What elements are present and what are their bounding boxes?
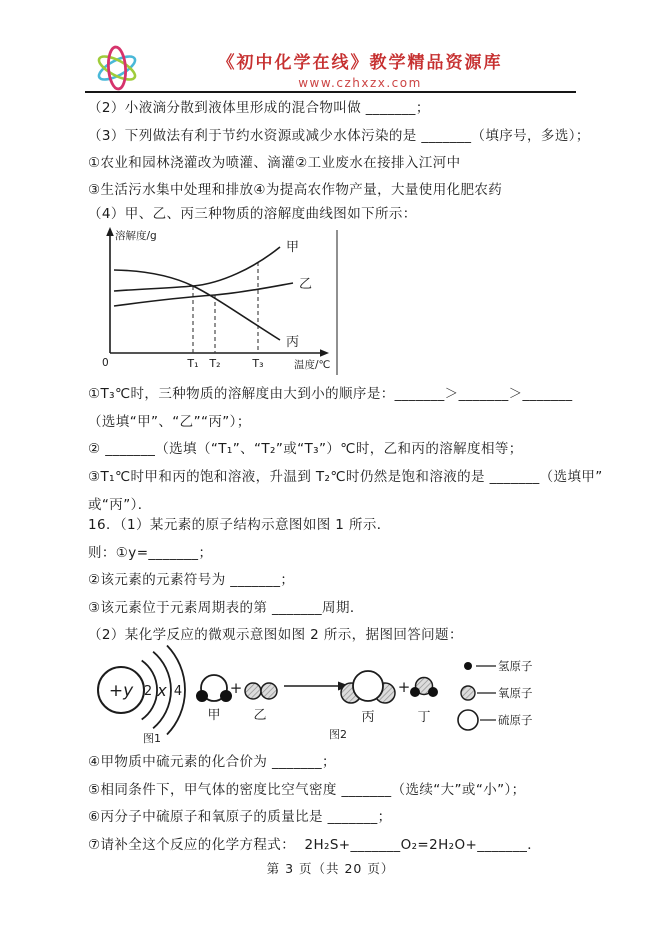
logo-orbit-pink <box>107 46 127 89</box>
legend-hydrogen-icon <box>464 662 472 670</box>
shell-count-2: x <box>157 681 167 700</box>
solubility-chart <box>96 226 344 378</box>
question-line: ③该元素位于元素周期表的第 _______周期． <box>88 600 364 616</box>
molecule-ding-hydrogen-atom <box>411 688 420 697</box>
question-line: ③T₁℃时甲和丙的饱和溶液，升温到 T₂℃时仍然是饱和溶液的是 _______（选填甲” <box>88 469 603 485</box>
chart-ylabel: 溶解度/g <box>115 230 157 242</box>
molecule-bing-sulfur-atom <box>353 671 383 701</box>
legend-sulfur-icon <box>458 710 478 730</box>
question-line: ②该元素的元素符号为 _______； <box>88 572 295 588</box>
y-axis-arrow-icon <box>106 227 114 236</box>
question-line: （2）小液滴分散到液体里形成的混合物叫做 _______； <box>88 100 430 116</box>
curve-label-yi: 乙 <box>299 277 313 292</box>
question-line: （2）某化学反应的微观示意图如图 2 所示，据图回答问题： <box>88 627 463 643</box>
chart-origin-label: 0 <box>102 357 109 369</box>
tick-t2: T₂ <box>209 357 221 370</box>
figure-strip <box>88 646 578 748</box>
question-line: ⑦请补全这个反应的化学方程式： 2H₂S+_______O₂=2H₂O+_______． <box>88 837 542 853</box>
molecule-label-bing: 丙 <box>361 710 375 725</box>
header-text-block <box>150 48 570 90</box>
nucleus-charge-label: +y <box>108 681 134 701</box>
curve-label-jia: 甲 <box>286 240 300 255</box>
plus-sign: + <box>397 678 411 696</box>
legend-hydrogen-label: 氢原子 <box>498 659 533 673</box>
figure1-caption: 图1 <box>143 732 161 745</box>
site-logo-icon <box>94 44 140 92</box>
question-line: 或“丙”）． <box>88 497 152 513</box>
curve-label-bing: 丙 <box>286 335 300 350</box>
molecule-label-ding: 丁 <box>417 710 431 725</box>
curve-jia <box>114 247 280 291</box>
shell-count-3: 4 <box>173 684 183 699</box>
question-line: ④甲物质中硫元素的化合价为 _______； <box>88 754 336 770</box>
molecule-label-jia: 甲 <box>207 708 221 723</box>
question-line: （4）甲、乙、丙三种物质的溶解度曲线图如下所示： <box>88 206 417 222</box>
molecule-yi-oxygen-atom <box>245 683 261 699</box>
tick-t3: T₃ <box>252 357 264 370</box>
shell-count-1: 2 <box>143 684 153 699</box>
page-number: 第 3 页（共 20 页） <box>266 861 395 876</box>
reaction-micro-diagram <box>197 671 438 741</box>
curve-bing <box>114 270 280 340</box>
question-line: （3）下列做法有利于节约水资源或减少水体污染的是 _______（填序号，多选）； <box>88 128 590 144</box>
tick-t1: T₁ <box>187 357 199 370</box>
question-line: 16．（1）某元素的原子结构示意图如图 1 所示． <box>88 517 391 533</box>
curve-yi <box>114 283 293 306</box>
atomic-structure-diagram <box>98 646 185 746</box>
x-axis-arrow-icon <box>320 349 329 357</box>
molecule-yi-oxygen-atom <box>261 683 277 699</box>
question-line: 则：①y=_______； <box>88 545 213 561</box>
header-divider <box>85 91 576 93</box>
question-line: ③生活污水集中处理和排放④为提高农作物产量，大量使用化肥农药 <box>88 182 503 198</box>
atom-legend <box>458 659 533 730</box>
question-line: ⑤相同条件下，甲气体的密度比空气密度 _______（选续“大”或“小”）； <box>88 782 526 798</box>
question-line: （选填“甲”、“乙”“丙”）； <box>88 414 251 430</box>
chart-xlabel: 温度/℃ <box>294 359 331 371</box>
site-title: 《初中化学在线》教学精品资源库 <box>217 53 503 73</box>
legend-oxygen-icon <box>461 686 475 700</box>
plus-sign: + <box>229 679 243 697</box>
figure2-caption: 图2 <box>329 728 347 741</box>
legend-oxygen-label: 氧原子 <box>498 686 533 700</box>
question-line: ①农业和园林浇灌改为喷灌、滴灌②工业废水在接排入江河中 <box>88 155 461 171</box>
molecule-label-yi: 乙 <box>253 708 267 723</box>
question-line: ⑥丙分子中硫原子和氧原子的质量比是 _______； <box>88 809 392 825</box>
molecule-ding-hydrogen-atom <box>429 688 438 697</box>
legend-sulfur-label: 硫原子 <box>498 713 533 727</box>
molecule-jia-hydrogen-atom <box>197 691 208 702</box>
site-url: www.czhxzx.com <box>298 76 422 90</box>
question-line: ①T₃℃时，三种物质的溶解度由大到小的顺序是：_______＞_______＞_______ <box>88 386 573 402</box>
question-line: ② _______（选填（“T₁”、“T₂”或“T₃”）℃时，乙和丙的溶解度相等； <box>88 441 523 457</box>
